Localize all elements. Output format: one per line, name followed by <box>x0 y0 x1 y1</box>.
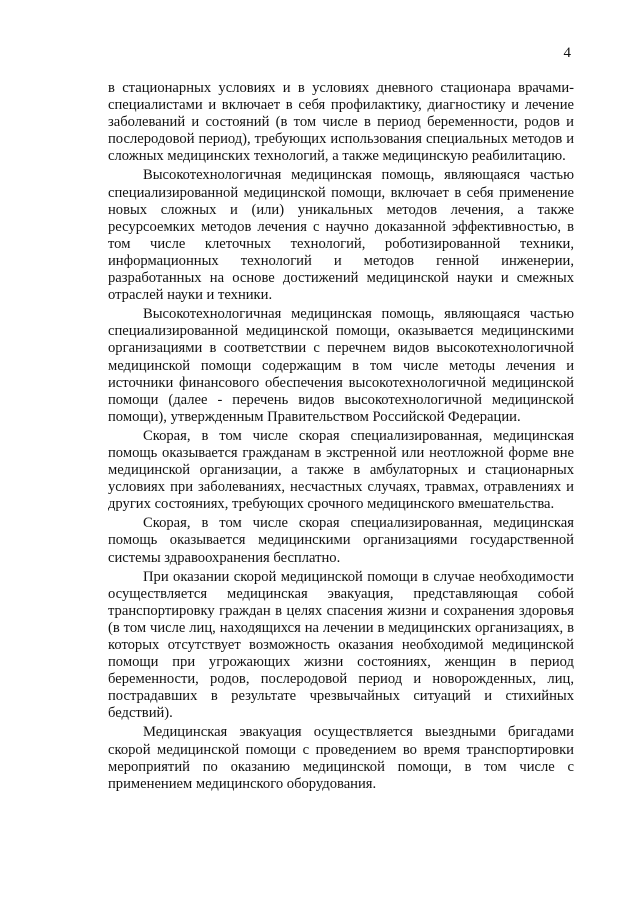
paragraph-emergency-care-free: Скорая, в том числе скорая специализированная, медицинская помощь оказывается медицинскими организациями государственной системы здравоохранения бесплатно. <box>108 515 574 566</box>
paragraph-high-tech-care-definition: Высокотехнологичная медицинская помощь, являющаяся частью специализированной медицинской помощи, включает в себя применение новых сложных и (или) уникальных методов лечения, а также ресурсоемких методов лечения с научно доказанной эффективностью, в том числе клеточных технологий, роботизированной техники, информационных технологий и методов генной инженерии, разработанных на основе достижений медицинской науки и смежных отраслей науки и техники. <box>108 167 574 304</box>
page-number: 4 <box>563 45 571 61</box>
paragraph-high-tech-care-list: Высокотехнологичная медицинская помощь, являющаяся частью специализированной медицинской помощи, оказывается медицинскими организациями в соответствии с перечнем видов высокотехнологичной медицинской помощи содержащим в том числе методы лечения и источники финансового обеспечения высокотехнологичной медицинской помощи (далее - перечень видов высокотехнологичной медицинской помощи), утвержденным Правительством Российской Федерации. <box>108 306 574 425</box>
paragraph-evacuation-brigades: Медицинская эвакуация осуществляется выездными бригадами скорой медицинской помощи с проведением во время транспортировки мероприятий по оказанию медицинской помощи, в том числе с применением медицинского оборудования. <box>108 724 574 792</box>
document-body <box>108 80 574 795</box>
paragraph-medical-evacuation: При оказании скорой медицинской помощи в случае необходимости осуществляется медицинская эвакуация, представляющая собой транспортировку граждан в целях спасения жизни и сохранения здоровья (в том числе лиц, находящихся на лечении в медицинских организациях, в которых отсутствует возможность оказания необходимой медицинской помощи при угрожающих жизни состояниях, женщин в период беременности, родов, послеродовой период и новорожденных, лиц, пострадавших в результате чрезвычайных ситуаций и стихийных бедствий). <box>108 568 574 722</box>
paragraph-continuation: в стационарных условиях и в условиях дневного стационара врачами-специалистами и включает в себя профилактику, диагностику и лечение заболеваний и состояний (в том числе в период беременности, родов и послеродовой период), требующих использования специальных методов и сложных медицинских технологий, а также медицинскую реабилитацию. <box>108 80 574 165</box>
paragraph-emergency-care: Скорая, в том числе скорая специализированная, медицинская помощь оказывается гражданам в экстренной или неотложной форме вне медицинской организации, а также в амбулаторных и стационарных условиях при заболеваниях, несчастных случаях, травмах, отравлениях и других состояниях, требующих срочного медицинского вмешательства. <box>108 427 574 513</box>
